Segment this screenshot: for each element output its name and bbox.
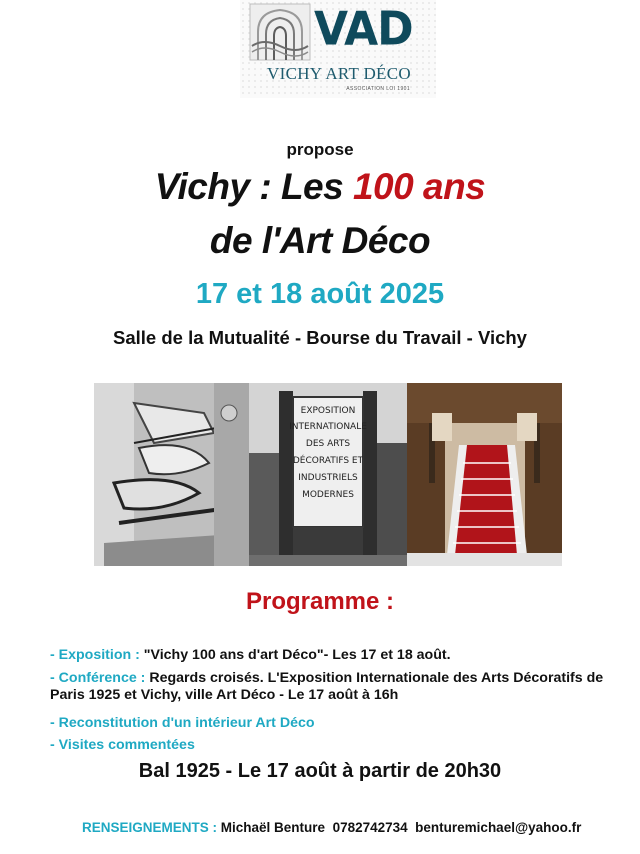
programme-item-label: - Exposition :	[50, 647, 144, 663]
logo-name: VICHY ART DÉCO	[267, 64, 411, 83]
photo-art-deco-facade	[94, 383, 249, 566]
programme-item-visites	[50, 737, 610, 754]
contact-name: Michaël Benture	[220, 820, 326, 835]
sign-line-1: EXPOSITION	[300, 406, 356, 416]
sign-line-3: DES ARTS	[305, 439, 351, 449]
programme-item-text: Regards croisés. L'Exposition Internationale des Arts Décoratifs de Paris 1925 et Vichy, ville Art Déco - Le 17 août à 16h	[50, 670, 604, 703]
photo-exposition-1925-gate	[249, 383, 407, 566]
contact-label: RENSEIGNEMENTS :	[82, 820, 221, 835]
programme-title: Programme :	[245, 588, 395, 615]
programme-item-text: "Vichy 100 ans d'art Déco"- Les 17 et 18 août.	[143, 647, 451, 663]
programme-item-label: - Visites commentées	[50, 737, 195, 753]
event-venue: Salle de la Mutualité - Bourse du Travail - Vichy	[113, 327, 527, 348]
photo-red-staircase	[407, 383, 562, 566]
contact-email: benturemichael@yahoo.fr	[415, 820, 582, 835]
contact-line	[82, 820, 581, 835]
logo-subtitle: ASSOCIATION LOI 1901	[346, 86, 410, 92]
logo-letters: VAD	[314, 2, 413, 57]
sign-line-6: MODERNES	[302, 490, 354, 500]
sign-line-4: DÉCORATIFS ET	[292, 456, 364, 466]
programme-item-label: - Reconstitution d'un intérieur Art Déco	[50, 715, 315, 731]
programme-item-exposition	[50, 647, 610, 664]
contact-phone: 0782742734	[332, 820, 408, 835]
sign-line-5: INDUSTRIELS	[298, 473, 358, 483]
sign-line-2: INTERNATIONALE	[289, 422, 367, 432]
title-line-2: de l'Art Déco	[209, 220, 431, 261]
title-line-1	[0, 166, 640, 208]
programme-item-conference	[50, 670, 610, 704]
bal-announcement: Bal 1925 - Le 17 août à partir de 20h30	[138, 760, 502, 782]
title-highlight: 100 ans	[352, 166, 486, 207]
programme-item-reconstitution	[50, 715, 610, 732]
fountain-emblem-icon	[248, 2, 312, 62]
event-dates: 17 et 18 août 2025	[195, 278, 445, 310]
intro-text: propose	[286, 140, 354, 159]
programme-item-label: - Conférence :	[50, 670, 150, 686]
title-prefix: Vichy : Les	[154, 166, 353, 207]
